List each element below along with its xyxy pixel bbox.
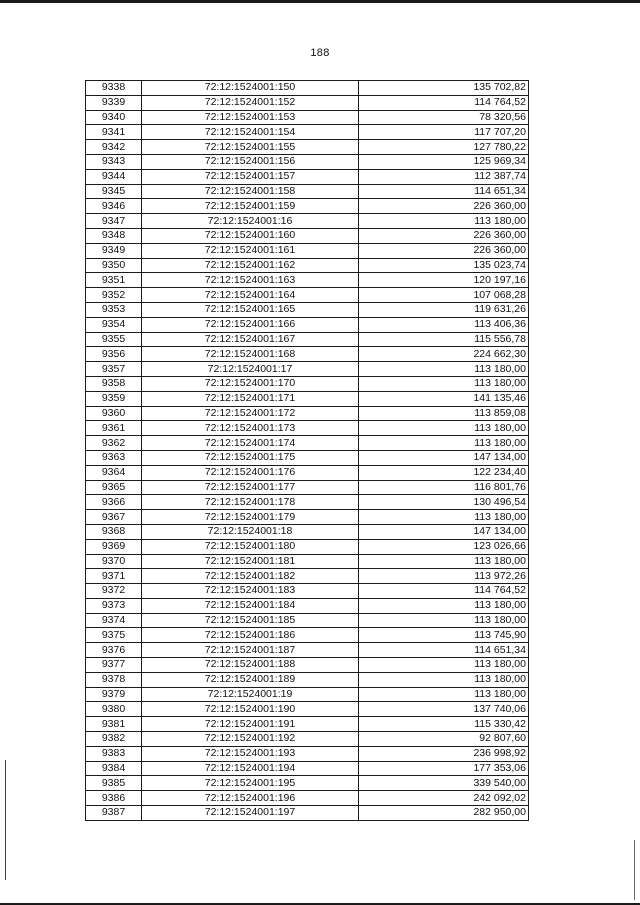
cadastral-number-cell: 72:12:1524001:163 [142, 273, 359, 288]
cadastral-value-cell: 113 859,08 [359, 406, 529, 421]
cadastral-value-cell: 282 950,00 [359, 806, 529, 821]
cadastral-number-cell: 72:12:1524001:16 [142, 214, 359, 229]
table-row [86, 687, 529, 702]
cadastral-number-cell: 72:12:1524001:193 [142, 746, 359, 761]
table-row [86, 450, 529, 465]
table-row [86, 243, 529, 258]
table-row [86, 376, 529, 391]
cadastral-number-cell: 72:12:1524001:172 [142, 406, 359, 421]
table-row [86, 169, 529, 184]
table-row [86, 746, 529, 761]
cadastral-value-cell: 117 707,20 [359, 125, 529, 140]
cadastral-value-cell: 113 745,90 [359, 628, 529, 643]
cadastral-number-cell: 72:12:1524001:173 [142, 421, 359, 436]
cadastral-value-cell: 114 651,34 [359, 184, 529, 199]
table-row [86, 362, 529, 377]
row-number-cell: 9347 [86, 214, 142, 229]
cadastral-value-cell: 113 180,00 [359, 687, 529, 702]
table-row [86, 81, 529, 96]
cadastral-value-cell: 115 556,78 [359, 332, 529, 347]
top-border-line [0, 0, 640, 3]
cadastral-value-cell: 125 969,34 [359, 154, 529, 169]
table-row [86, 199, 529, 214]
cadastral-value-cell: 119 631,26 [359, 302, 529, 317]
table-row [86, 806, 529, 821]
cadastral-value-cell: 113 180,00 [359, 598, 529, 613]
table-row [86, 658, 529, 673]
cadastral-number-cell: 72:12:1524001:170 [142, 376, 359, 391]
row-number-cell: 9339 [86, 95, 142, 110]
cadastral-number-cell: 72:12:1524001:168 [142, 347, 359, 362]
cadastral-value-cell: 115 330,42 [359, 717, 529, 732]
row-number-cell: 9358 [86, 376, 142, 391]
cadastral-number-cell: 72:12:1524001:165 [142, 302, 359, 317]
cadastral-value-table [85, 80, 529, 821]
cadastral-number-cell: 72:12:1524001:19 [142, 687, 359, 702]
cadastral-number-cell: 72:12:1524001:157 [142, 169, 359, 184]
row-number-cell: 9368 [86, 524, 142, 539]
cadastral-number-cell: 72:12:1524001:197 [142, 806, 359, 821]
table-row [86, 702, 529, 717]
cadastral-number-cell: 72:12:1524001:154 [142, 125, 359, 140]
table-row [86, 628, 529, 643]
cadastral-number-cell: 72:12:1524001:155 [142, 140, 359, 155]
row-number-cell: 9382 [86, 732, 142, 747]
row-number-cell: 9371 [86, 569, 142, 584]
cadastral-number-cell: 72:12:1524001:162 [142, 258, 359, 273]
cadastral-value-cell: 113 180,00 [359, 554, 529, 569]
table-row [86, 761, 529, 776]
row-number-cell: 9364 [86, 465, 142, 480]
row-number-cell: 9365 [86, 480, 142, 495]
cadastral-number-cell: 72:12:1524001:182 [142, 569, 359, 584]
table-row [86, 317, 529, 332]
cadastral-value-cell: 113 180,00 [359, 376, 529, 391]
row-number-cell: 9379 [86, 687, 142, 702]
table-row [86, 554, 529, 569]
table-row [86, 524, 529, 539]
cadastral-value-cell: 226 360,00 [359, 228, 529, 243]
cadastral-number-cell: 72:12:1524001:187 [142, 643, 359, 658]
cadastral-value-cell: 112 387,74 [359, 169, 529, 184]
cadastral-number-cell: 72:12:1524001:18 [142, 524, 359, 539]
cadastral-number-cell: 72:12:1524001:181 [142, 554, 359, 569]
cadastral-number-cell: 72:12:1524001:194 [142, 761, 359, 776]
cadastral-value-cell: 137 740,06 [359, 702, 529, 717]
row-number-cell: 9341 [86, 125, 142, 140]
cadastral-value-cell: 113 180,00 [359, 613, 529, 628]
table-row [86, 140, 529, 155]
cadastral-value-cell: 113 180,00 [359, 436, 529, 451]
row-number-cell: 9367 [86, 510, 142, 525]
cadastral-number-cell: 72:12:1524001:183 [142, 584, 359, 599]
table-row [86, 539, 529, 554]
row-number-cell: 9356 [86, 347, 142, 362]
row-number-cell: 9372 [86, 584, 142, 599]
cadastral-value-cell: 113 180,00 [359, 421, 529, 436]
cadastral-value-cell: 236 998,92 [359, 746, 529, 761]
cadastral-number-cell: 72:12:1524001:195 [142, 776, 359, 791]
table-row [86, 436, 529, 451]
row-number-cell: 9381 [86, 717, 142, 732]
row-number-cell: 9363 [86, 450, 142, 465]
cadastral-value-cell: 135 023,74 [359, 258, 529, 273]
row-number-cell: 9383 [86, 746, 142, 761]
row-number-cell: 9385 [86, 776, 142, 791]
scan-edge-mark [5, 760, 6, 880]
row-number-cell: 9384 [86, 761, 142, 776]
row-number-cell: 9349 [86, 243, 142, 258]
row-number-cell: 9376 [86, 643, 142, 658]
table-row [86, 732, 529, 747]
row-number-cell: 9387 [86, 806, 142, 821]
row-number-cell: 9362 [86, 436, 142, 451]
table-row [86, 613, 529, 628]
cadastral-number-cell: 72:12:1524001:160 [142, 228, 359, 243]
cadastral-number-cell: 72:12:1524001:153 [142, 110, 359, 125]
table-row [86, 510, 529, 525]
cadastral-value-cell: 147 134,00 [359, 524, 529, 539]
cadastral-value-cell: 113 180,00 [359, 362, 529, 377]
cadastral-number-cell: 72:12:1524001:156 [142, 154, 359, 169]
cadastral-number-cell: 72:12:1524001:189 [142, 672, 359, 687]
cadastral-value-cell: 242 092,02 [359, 791, 529, 806]
cadastral-number-cell: 72:12:1524001:171 [142, 391, 359, 406]
row-number-cell: 9350 [86, 258, 142, 273]
page-number: 188 [310, 47, 330, 59]
cadastral-number-cell: 72:12:1524001:191 [142, 717, 359, 732]
cadastral-number-cell: 72:12:1524001:158 [142, 184, 359, 199]
row-number-cell: 9348 [86, 228, 142, 243]
table-row [86, 95, 529, 110]
scan-edge-mark [634, 840, 635, 900]
row-number-cell: 9353 [86, 302, 142, 317]
table-row [86, 776, 529, 791]
cadastral-number-cell: 72:12:1524001:180 [142, 539, 359, 554]
cadastral-value-cell: 116 801,76 [359, 480, 529, 495]
cadastral-value-cell: 92 807,60 [359, 732, 529, 747]
table-row [86, 421, 529, 436]
table-row [86, 302, 529, 317]
cadastral-number-cell: 72:12:1524001:184 [142, 598, 359, 613]
cadastral-number-cell: 72:12:1524001:190 [142, 702, 359, 717]
table-row [86, 717, 529, 732]
cadastral-number-cell: 72:12:1524001:192 [142, 732, 359, 747]
row-number-cell: 9380 [86, 702, 142, 717]
cadastral-number-cell: 72:12:1524001:150 [142, 81, 359, 96]
table-row [86, 598, 529, 613]
cadastral-number-cell: 72:12:1524001:17 [142, 362, 359, 377]
cadastral-number-cell: 72:12:1524001:164 [142, 288, 359, 303]
row-number-cell: 9360 [86, 406, 142, 421]
cadastral-number-cell: 72:12:1524001:176 [142, 465, 359, 480]
table-row [86, 672, 529, 687]
cadastral-number-cell: 72:12:1524001:152 [142, 95, 359, 110]
row-number-cell: 9377 [86, 658, 142, 673]
cadastral-value-cell: 114 764,52 [359, 584, 529, 599]
row-number-cell: 9354 [86, 317, 142, 332]
cadastral-number-cell: 72:12:1524001:167 [142, 332, 359, 347]
table-row [86, 154, 529, 169]
table-row [86, 273, 529, 288]
table-row [86, 584, 529, 599]
row-number-cell: 9343 [86, 154, 142, 169]
table-row [86, 184, 529, 199]
cadastral-number-cell: 72:12:1524001:174 [142, 436, 359, 451]
cadastral-value-cell: 113 180,00 [359, 510, 529, 525]
row-number-cell: 9351 [86, 273, 142, 288]
table-row [86, 228, 529, 243]
row-number-cell: 9357 [86, 362, 142, 377]
cadastral-value-cell: 123 026,66 [359, 539, 529, 554]
cadastral-number-cell: 72:12:1524001:179 [142, 510, 359, 525]
row-number-cell: 9369 [86, 539, 142, 554]
cadastral-value-cell: 127 780,22 [359, 140, 529, 155]
table-row [86, 347, 529, 362]
cadastral-value-cell: 113 180,00 [359, 214, 529, 229]
table-row [86, 391, 529, 406]
cadastral-number-cell: 72:12:1524001:166 [142, 317, 359, 332]
cadastral-value-cell: 339 540,00 [359, 776, 529, 791]
row-number-cell: 9342 [86, 140, 142, 155]
cadastral-value-cell: 113 406,36 [359, 317, 529, 332]
cadastral-number-cell: 72:12:1524001:177 [142, 480, 359, 495]
cadastral-value-cell: 224 662,30 [359, 347, 529, 362]
row-number-cell: 9338 [86, 81, 142, 96]
table-row [86, 569, 529, 584]
table-body [86, 81, 529, 821]
cadastral-number-cell: 72:12:1524001:188 [142, 658, 359, 673]
table-row [86, 406, 529, 421]
row-number-cell: 9344 [86, 169, 142, 184]
cadastral-number-cell: 72:12:1524001:178 [142, 495, 359, 510]
row-number-cell: 9355 [86, 332, 142, 347]
cadastral-value-cell: 141 135,46 [359, 391, 529, 406]
cadastral-number-cell: 72:12:1524001:196 [142, 791, 359, 806]
table-row [86, 214, 529, 229]
cadastral-value-cell: 226 360,00 [359, 243, 529, 258]
cadastral-value-cell: 130 496,54 [359, 495, 529, 510]
row-number-cell: 9370 [86, 554, 142, 569]
row-number-cell: 9340 [86, 110, 142, 125]
row-number-cell: 9373 [86, 598, 142, 613]
table-row [86, 288, 529, 303]
table-row [86, 110, 529, 125]
cadastral-number-cell: 72:12:1524001:161 [142, 243, 359, 258]
cadastral-value-cell: 113 180,00 [359, 672, 529, 687]
table-row [86, 480, 529, 495]
cadastral-value-cell: 147 134,00 [359, 450, 529, 465]
cadastral-value-cell: 78 320,56 [359, 110, 529, 125]
cadastral-number-cell: 72:12:1524001:159 [142, 199, 359, 214]
row-number-cell: 9375 [86, 628, 142, 643]
row-number-cell: 9345 [86, 184, 142, 199]
cadastral-number-cell: 72:12:1524001:185 [142, 613, 359, 628]
table-row [86, 125, 529, 140]
row-number-cell: 9359 [86, 391, 142, 406]
row-number-cell: 9386 [86, 791, 142, 806]
table-row [86, 332, 529, 347]
row-number-cell: 9378 [86, 672, 142, 687]
cadastral-value-cell: 107 068,28 [359, 288, 529, 303]
cadastral-value-cell: 122 234,40 [359, 465, 529, 480]
row-number-cell: 9352 [86, 288, 142, 303]
cadastral-value-cell: 113 180,00 [359, 658, 529, 673]
row-number-cell: 9361 [86, 421, 142, 436]
cadastral-value-cell: 177 353,06 [359, 761, 529, 776]
table-row [86, 465, 529, 480]
table-row [86, 258, 529, 273]
cadastral-number-cell: 72:12:1524001:175 [142, 450, 359, 465]
cadastral-value-cell: 113 972,26 [359, 569, 529, 584]
row-number-cell: 9366 [86, 495, 142, 510]
cadastral-value-cell: 120 197,16 [359, 273, 529, 288]
cadastral-value-cell: 226 360,00 [359, 199, 529, 214]
table-row [86, 495, 529, 510]
cadastral-number-cell: 72:12:1524001:186 [142, 628, 359, 643]
cadastral-value-cell: 135 702,82 [359, 81, 529, 96]
table-row [86, 791, 529, 806]
cadastral-value-cell: 114 764,52 [359, 95, 529, 110]
table-row [86, 643, 529, 658]
cadastral-value-cell: 114 651,34 [359, 643, 529, 658]
row-number-cell: 9374 [86, 613, 142, 628]
row-number-cell: 9346 [86, 199, 142, 214]
